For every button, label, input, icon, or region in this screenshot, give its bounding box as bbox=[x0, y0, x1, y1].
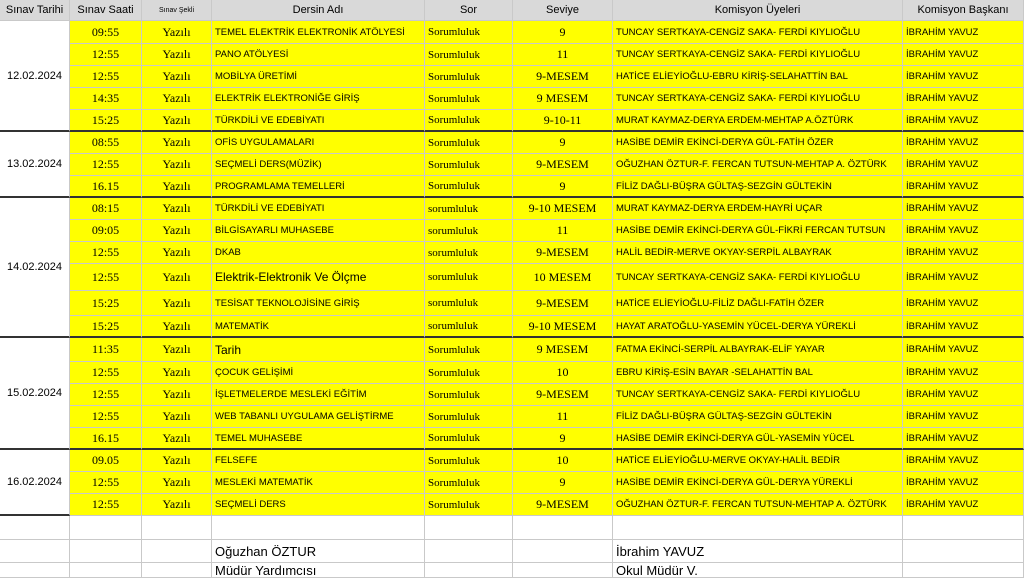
empty-cell[interactable] bbox=[142, 516, 212, 540]
committee-members-cell[interactable]: HASİBE DEMİR EKİNCİ-DERYA GÜL-FİKRİ FERCAN TUTSUN bbox=[613, 220, 903, 242]
course-name-cell[interactable]: İŞLETMELERDE MESLEKİ EĞİTİM bbox=[212, 384, 425, 406]
exam-category-cell[interactable]: sorumluluk bbox=[425, 316, 513, 338]
committee-chair-cell[interactable]: İBRAHİM YAVUZ bbox=[903, 198, 1024, 220]
empty-cell[interactable] bbox=[613, 516, 903, 540]
empty-cell[interactable] bbox=[142, 540, 212, 563]
committee-chair-cell[interactable]: İBRAHİM YAVUZ bbox=[903, 316, 1024, 338]
exam-time-cell[interactable]: 16.15 bbox=[70, 428, 142, 450]
course-name-cell[interactable]: ÇOCUK GELİŞİMİ bbox=[212, 362, 425, 384]
header-date-col[interactable]: Sınav Tarihi bbox=[0, 0, 70, 21]
course-name-cell[interactable]: TEMEL MUHASEBE bbox=[212, 428, 425, 450]
committee-members-cell[interactable]: FATMA EKİNCİ-SERPİL ALBAYRAK-ELİF YAYAR bbox=[613, 338, 903, 362]
empty-cell[interactable] bbox=[513, 540, 613, 563]
exam-type-cell[interactable]: Yazılı bbox=[142, 362, 212, 384]
signer-left-name[interactable]: Oğuzhan ÖZTUR bbox=[212, 540, 425, 563]
committee-chair-cell[interactable]: İBRAHİM YAVUZ bbox=[903, 338, 1024, 362]
empty-cell[interactable] bbox=[70, 563, 142, 578]
course-name-cell[interactable]: MESLEKİ MATEMATİK bbox=[212, 472, 425, 494]
committee-members-cell[interactable]: OĞUZHAN ÖZTUR-F. FERCAN TUTSUN-MEHTAP A. ÖZTÜRK bbox=[613, 494, 903, 516]
exam-time-cell[interactable]: 12:55 bbox=[70, 44, 142, 66]
course-name-cell[interactable]: SEÇMELİ DERS(MÜZİK) bbox=[212, 154, 425, 176]
exam-category-cell[interactable]: Sorumluluk bbox=[425, 154, 513, 176]
exam-category-cell[interactable]: Sorumluluk bbox=[425, 88, 513, 110]
exam-category-cell[interactable]: sorumluluk bbox=[425, 220, 513, 242]
empty-cell[interactable] bbox=[212, 516, 425, 540]
grade-level-cell[interactable]: 9 bbox=[513, 472, 613, 494]
committee-chair-cell[interactable]: İBRAHİM YAVUZ bbox=[903, 132, 1024, 154]
exam-time-cell[interactable]: 16.15 bbox=[70, 176, 142, 198]
exam-type-cell[interactable]: Yazılı bbox=[142, 88, 212, 110]
committee-chair-cell[interactable]: İBRAHİM YAVUZ bbox=[903, 176, 1024, 198]
committee-chair-cell[interactable]: İBRAHİM YAVUZ bbox=[903, 291, 1024, 316]
grade-level-cell[interactable]: 9-10 MESEM bbox=[513, 316, 613, 338]
exam-type-cell[interactable]: Yazılı bbox=[142, 220, 212, 242]
exam-category-cell[interactable]: Sorumluluk bbox=[425, 132, 513, 154]
committee-members-cell[interactable]: HATİCE ELİEYİOĞLU-MERVE OKYAY-HALİL BEDİR bbox=[613, 450, 903, 472]
grade-level-cell[interactable]: 9 bbox=[513, 428, 613, 450]
exam-time-cell[interactable]: 12:55 bbox=[70, 472, 142, 494]
header-time-col[interactable]: Sınav Saati bbox=[70, 0, 142, 21]
exam-type-cell[interactable]: Yazılı bbox=[142, 132, 212, 154]
exam-date-cell[interactable]: 14.02.2024 bbox=[0, 198, 70, 338]
exam-type-cell[interactable]: Yazılı bbox=[142, 176, 212, 198]
committee-members-cell[interactable]: HALİL BEDİR-MERVE OKYAY-SERPİL ALBAYRAK bbox=[613, 242, 903, 264]
committee-members-cell[interactable]: OĞUZHAN ÖZTUR-F. FERCAN TUTSUN-MEHTAP A. ÖZTÜRK bbox=[613, 154, 903, 176]
committee-members-cell[interactable]: TUNCAY SERTKAYA-CENGİZ SAKA- FERDİ KIYLIOĞLU bbox=[613, 88, 903, 110]
exam-time-cell[interactable]: 12:55 bbox=[70, 154, 142, 176]
header-ders-col[interactable]: Dersin Adı bbox=[212, 0, 425, 21]
committee-chair-cell[interactable]: İBRAHİM YAVUZ bbox=[903, 110, 1024, 132]
committee-chair-cell[interactable]: İBRAHİM YAVUZ bbox=[903, 220, 1024, 242]
committee-members-cell[interactable]: HATİCE ELİEYİOĞLU-EBRU KİRİŞ-SELAHATTİN BAL bbox=[613, 66, 903, 88]
committee-chair-cell[interactable]: İBRAHİM YAVUZ bbox=[903, 494, 1024, 516]
committee-chair-cell[interactable]: İBRAHİM YAVUZ bbox=[903, 264, 1024, 291]
committee-chair-cell[interactable]: İBRAHİM YAVUZ bbox=[903, 362, 1024, 384]
course-name-cell[interactable]: FELSEFE bbox=[212, 450, 425, 472]
committee-members-cell[interactable]: HASİBE DEMİR EKİNCİ-DERYA GÜL-FATİH ÖZER bbox=[613, 132, 903, 154]
empty-cell[interactable] bbox=[425, 540, 513, 563]
empty-cell[interactable] bbox=[903, 563, 1024, 578]
committee-chair-cell[interactable]: İBRAHİM YAVUZ bbox=[903, 88, 1024, 110]
committee-chair-cell[interactable]: İBRAHİM YAVUZ bbox=[903, 428, 1024, 450]
exam-type-cell[interactable]: Yazılı bbox=[142, 110, 212, 132]
exam-type-cell[interactable]: Yazılı bbox=[142, 384, 212, 406]
grade-level-cell[interactable]: 9 bbox=[513, 176, 613, 198]
empty-cell[interactable] bbox=[425, 516, 513, 540]
grade-level-cell[interactable]: 9-MESEM bbox=[513, 494, 613, 516]
grade-level-cell[interactable]: 10 bbox=[513, 362, 613, 384]
exam-date-cell[interactable]: 12.02.2024 bbox=[0, 21, 70, 132]
course-name-cell[interactable]: SEÇMELİ DERS bbox=[212, 494, 425, 516]
grade-level-cell[interactable]: 9-MESEM bbox=[513, 154, 613, 176]
exam-type-cell[interactable]: Yazılı bbox=[142, 264, 212, 291]
grade-level-cell[interactable]: 11 bbox=[513, 406, 613, 428]
committee-chair-cell[interactable]: İBRAHİM YAVUZ bbox=[903, 154, 1024, 176]
exam-category-cell[interactable]: Sorumluluk bbox=[425, 176, 513, 198]
grade-level-cell[interactable]: 9-10-11 bbox=[513, 110, 613, 132]
committee-members-cell[interactable]: TUNCAY SERTKAYA-CENGİZ SAKA- FERDİ KIYLIOĞLU bbox=[613, 21, 903, 44]
committee-chair-cell[interactable]: İBRAHİM YAVUZ bbox=[903, 21, 1024, 44]
grade-level-cell[interactable]: 9 MESEM bbox=[513, 88, 613, 110]
empty-cell[interactable] bbox=[142, 563, 212, 578]
exam-type-cell[interactable]: Yazılı bbox=[142, 242, 212, 264]
course-name-cell[interactable]: PROGRAMLAMA TEMELLERİ bbox=[212, 176, 425, 198]
signer-right-title[interactable]: Okul Müdür V. bbox=[613, 563, 903, 578]
course-name-cell[interactable]: MOBİLYA ÜRETİMİ bbox=[212, 66, 425, 88]
course-name-cell[interactable]: TÜRKDİLİ VE EDEBİYATI bbox=[212, 198, 425, 220]
exam-category-cell[interactable]: Sorumluluk bbox=[425, 450, 513, 472]
exam-time-cell[interactable]: 12:55 bbox=[70, 494, 142, 516]
signer-right-name[interactable]: İbrahim YAVUZ bbox=[613, 540, 903, 563]
committee-members-cell[interactable]: FİLİZ DAĞLI-BÜŞRA GÜLTAŞ-SEZGİN GÜLTEKİN bbox=[613, 176, 903, 198]
exam-type-cell[interactable]: Yazılı bbox=[142, 338, 212, 362]
empty-cell[interactable] bbox=[70, 516, 142, 540]
empty-cell[interactable] bbox=[0, 563, 70, 578]
exam-category-cell[interactable]: Sorumluluk bbox=[425, 384, 513, 406]
exam-category-cell[interactable]: sorumluluk bbox=[425, 291, 513, 316]
empty-cell[interactable] bbox=[903, 540, 1024, 563]
exam-category-cell[interactable]: sorumluluk bbox=[425, 198, 513, 220]
committee-chair-cell[interactable]: İBRAHİM YAVUZ bbox=[903, 66, 1024, 88]
exam-time-cell[interactable]: 12:55 bbox=[70, 384, 142, 406]
committee-chair-cell[interactable]: İBRAHİM YAVUZ bbox=[903, 242, 1024, 264]
exam-type-cell[interactable]: Yazılı bbox=[142, 428, 212, 450]
exam-time-cell[interactable]: 09.05 bbox=[70, 450, 142, 472]
exam-type-cell[interactable]: Yazılı bbox=[142, 472, 212, 494]
empty-cell[interactable] bbox=[513, 516, 613, 540]
empty-cell[interactable] bbox=[70, 540, 142, 563]
exam-type-cell[interactable]: Yazılı bbox=[142, 316, 212, 338]
grade-level-cell[interactable]: 9 bbox=[513, 132, 613, 154]
exam-date-cell[interactable]: 13.02.2024 bbox=[0, 132, 70, 198]
exam-category-cell[interactable]: Sorumluluk bbox=[425, 44, 513, 66]
header-sor-col[interactable]: Sor bbox=[425, 0, 513, 21]
course-name-cell[interactable]: TÜRKDİLİ VE EDEBİYATI bbox=[212, 110, 425, 132]
grade-level-cell[interactable]: 9 bbox=[513, 21, 613, 44]
exam-category-cell[interactable]: Sorumluluk bbox=[425, 472, 513, 494]
exam-type-cell[interactable]: Yazılı bbox=[142, 450, 212, 472]
exam-time-cell[interactable]: 09:55 bbox=[70, 21, 142, 44]
exam-time-cell[interactable]: 15:25 bbox=[70, 291, 142, 316]
committee-members-cell[interactable]: MURAT KAYMAZ-DERYA ERDEM-HAYRİ UÇAR bbox=[613, 198, 903, 220]
exam-category-cell[interactable]: Sorumluluk bbox=[425, 21, 513, 44]
grade-level-cell[interactable]: 9-MESEM bbox=[513, 66, 613, 88]
exam-category-cell[interactable]: Sorumluluk bbox=[425, 428, 513, 450]
committee-members-cell[interactable]: MURAT KAYMAZ-DERYA ERDEM-MEHTAP A.ÖZTÜRK bbox=[613, 110, 903, 132]
committee-members-cell[interactable]: HASİBE DEMİR EKİNCİ-DERYA GÜL-YASEMİN YÜCEL bbox=[613, 428, 903, 450]
committee-chair-cell[interactable]: İBRAHİM YAVUZ bbox=[903, 450, 1024, 472]
course-name-cell[interactable]: BİLGİSAYARLI MUHASEBE bbox=[212, 220, 425, 242]
exam-time-cell[interactable]: 12:55 bbox=[70, 264, 142, 291]
committee-members-cell[interactable]: HAYAT ARATOĞLU-YASEMİN YÜCEL-DERYA YÜREKLİ bbox=[613, 316, 903, 338]
exam-type-cell[interactable]: Yazılı bbox=[142, 406, 212, 428]
exam-time-cell[interactable]: 15:25 bbox=[70, 316, 142, 338]
exam-date-cell[interactable]: 15.02.2024 bbox=[0, 338, 70, 450]
course-name-cell[interactable]: Tarih bbox=[212, 338, 425, 362]
exam-type-cell[interactable]: Yazılı bbox=[142, 494, 212, 516]
signer-left-title[interactable]: Müdür Yardımcısı bbox=[212, 563, 425, 578]
committee-members-cell[interactable]: TUNCAY SERTKAYA-CENGİZ SAKA- FERDİ KIYLIOĞLU bbox=[613, 44, 903, 66]
exam-time-cell[interactable]: 08:15 bbox=[70, 198, 142, 220]
empty-cell[interactable] bbox=[0, 516, 70, 540]
course-name-cell[interactable]: Elektrik-Elektronik Ve Ölçme bbox=[212, 264, 425, 291]
course-name-cell[interactable]: DKAB bbox=[212, 242, 425, 264]
header-baskan-col[interactable]: Komisyon Başkanı bbox=[903, 0, 1024, 21]
course-name-cell[interactable]: OFİS UYGULAMALARI bbox=[212, 132, 425, 154]
exam-category-cell[interactable]: Sorumluluk bbox=[425, 110, 513, 132]
committee-members-cell[interactable]: HASİBE DEMİR EKİNCİ-DERYA GÜL-DERYA YÜREKLİ bbox=[613, 472, 903, 494]
grade-level-cell[interactable]: 9-MESEM bbox=[513, 242, 613, 264]
exam-time-cell[interactable]: 12:55 bbox=[70, 362, 142, 384]
grade-level-cell[interactable]: 11 bbox=[513, 220, 613, 242]
exam-time-cell[interactable]: 12:55 bbox=[70, 406, 142, 428]
course-name-cell[interactable]: PANO ATÖLYESİ bbox=[212, 44, 425, 66]
grade-level-cell[interactable]: 10 bbox=[513, 450, 613, 472]
committee-members-cell[interactable]: EBRU KİRİŞ-ESİN BAYAR -SELAHATTİN BAL bbox=[613, 362, 903, 384]
course-name-cell[interactable]: TEMEL ELEKTRİK ELEKTRONİK ATÖLYESİ bbox=[212, 21, 425, 44]
header-komisyon-col[interactable]: Komisyon Üyeleri bbox=[613, 0, 903, 21]
committee-chair-cell[interactable]: İBRAHİM YAVUZ bbox=[903, 384, 1024, 406]
grade-level-cell[interactable]: 11 bbox=[513, 44, 613, 66]
course-name-cell[interactable]: ELEKTRİK ELEKTRONİĞE GİRİŞ bbox=[212, 88, 425, 110]
exam-time-cell[interactable]: 12:55 bbox=[70, 242, 142, 264]
exam-type-cell[interactable]: Yazılı bbox=[142, 44, 212, 66]
exam-category-cell[interactable]: Sorumluluk bbox=[425, 362, 513, 384]
exam-category-cell[interactable]: Sorumluluk bbox=[425, 66, 513, 88]
exam-category-cell[interactable]: sorumluluk bbox=[425, 242, 513, 264]
course-name-cell[interactable]: MATEMATİK bbox=[212, 316, 425, 338]
exam-time-cell[interactable]: 15:25 bbox=[70, 110, 142, 132]
exam-category-cell[interactable]: Sorumluluk bbox=[425, 338, 513, 362]
exam-category-cell[interactable]: Sorumluluk bbox=[425, 494, 513, 516]
exam-type-cell[interactable]: Yazılı bbox=[142, 154, 212, 176]
committee-members-cell[interactable]: FİLİZ DAĞLI-BÜŞRA GÜLTAŞ-SEZGİN GÜLTEKİN bbox=[613, 406, 903, 428]
exam-time-cell[interactable]: 12:55 bbox=[70, 66, 142, 88]
empty-cell[interactable] bbox=[0, 540, 70, 563]
course-name-cell[interactable]: TESİSAT TEKNOLOJİSİNE GİRİŞ bbox=[212, 291, 425, 316]
empty-cell[interactable] bbox=[425, 563, 513, 578]
exam-type-cell[interactable]: Yazılı bbox=[142, 291, 212, 316]
empty-cell[interactable] bbox=[513, 563, 613, 578]
empty-cell[interactable] bbox=[903, 516, 1024, 540]
exam-category-cell[interactable]: Sorumluluk bbox=[425, 406, 513, 428]
committee-members-cell[interactable]: TUNCAY SERTKAYA-CENGİZ SAKA- FERDİ KIYLIOĞLU bbox=[613, 264, 903, 291]
exam-time-cell[interactable]: 09:05 bbox=[70, 220, 142, 242]
header-sekil-col[interactable]: Sınav Şekli bbox=[142, 0, 212, 21]
grade-level-cell[interactable]: 9-MESEM bbox=[513, 384, 613, 406]
committee-members-cell[interactable]: TUNCAY SERTKAYA-CENGİZ SAKA- FERDİ KIYLIOĞLU bbox=[613, 384, 903, 406]
exam-time-cell[interactable]: 11:35 bbox=[70, 338, 142, 362]
committee-chair-cell[interactable]: İBRAHİM YAVUZ bbox=[903, 44, 1024, 66]
header-seviye-col[interactable]: Seviye bbox=[513, 0, 613, 21]
committee-chair-cell[interactable]: İBRAHİM YAVUZ bbox=[903, 406, 1024, 428]
grade-level-cell[interactable]: 9-MESEM bbox=[513, 291, 613, 316]
exam-time-cell[interactable]: 08:55 bbox=[70, 132, 142, 154]
exam-date-cell[interactable]: 16.02.2024 bbox=[0, 450, 70, 516]
exam-type-cell[interactable]: Yazılı bbox=[142, 198, 212, 220]
course-name-cell[interactable]: WEB TABANLI UYGULAMA GELİŞTİRME bbox=[212, 406, 425, 428]
exam-type-cell[interactable]: Yazılı bbox=[142, 21, 212, 44]
grade-level-cell[interactable]: 9-10 MESEM bbox=[513, 198, 613, 220]
exam-time-cell[interactable]: 14:35 bbox=[70, 88, 142, 110]
committee-chair-cell[interactable]: İBRAHİM YAVUZ bbox=[903, 472, 1024, 494]
grade-level-cell[interactable]: 10 MESEM bbox=[513, 264, 613, 291]
exam-type-cell[interactable]: Yazılı bbox=[142, 66, 212, 88]
committee-members-cell[interactable]: HATİCE ELİEYİOĞLU-FİLİZ DAĞLI-FATİH ÖZER bbox=[613, 291, 903, 316]
grade-level-cell[interactable]: 9 MESEM bbox=[513, 338, 613, 362]
exam-category-cell[interactable]: sorumluluk bbox=[425, 264, 513, 291]
